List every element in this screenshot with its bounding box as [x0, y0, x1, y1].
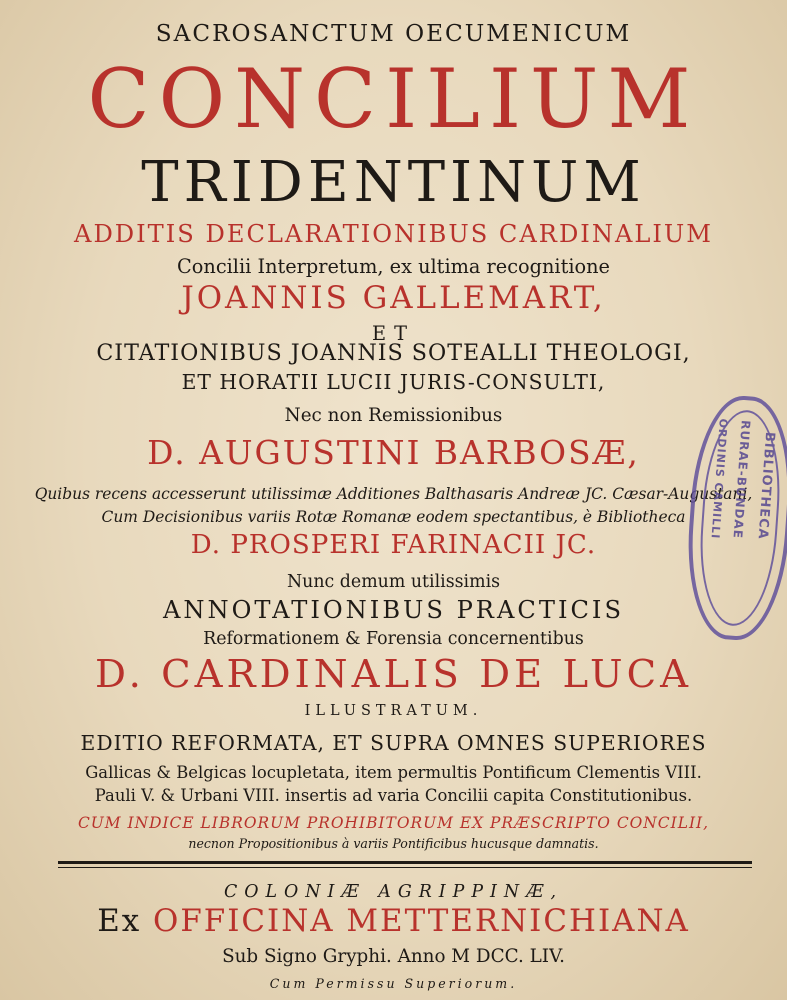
library-stamp-text-mid: RURAE-BUNDAE	[730, 419, 753, 540]
imprint-ex: Ex	[97, 903, 142, 939]
title-line-annotationibus: ANNOTATIONIBUS PRACTICIS	[162, 596, 624, 624]
title-line-quibus: Quibus recens accesserunt utilissimæ Additiones Balthasaris Andreæ JC. Cæsar-Augustani,	[34, 485, 753, 503]
title-line-et: ET	[372, 322, 415, 345]
title-line-tridentinum: TRIDENTINUM	[141, 150, 646, 215]
title-line-sacrosanctum: SACROSANCTUM OECUMENICUM	[155, 20, 632, 47]
title-line-citationibus: CITATIONIBUS JOANNIS SOTEALLI THEOLOGI,	[96, 340, 691, 366]
title-line-reformationem: Reformationem & Forensia concernentibus	[203, 629, 584, 649]
title-line-illustratum: ILLUSTRATUM.	[304, 703, 483, 719]
title-line-pauli: Pauli V. & Urbani VIII. insertis ad varia Concilii capita Constitutionibus.	[94, 786, 693, 805]
author-farinacii: D. PROSPERI FARINACII JC.	[190, 530, 597, 560]
title-line-gallicas: Gallicas & Belgicas locupletata, item permultis Pontificum Clementis VIII.	[85, 763, 702, 782]
author-de-luca: D. CARDINALIS DE LUCA	[94, 652, 692, 697]
title-line-concilium: CONCILIUM	[87, 53, 700, 147]
title-line-editio: EDITIO REFORMATA, ET SUPRA OMNES SUPERIORES	[80, 731, 707, 755]
imprint-officina-line	[0, 903, 787, 939]
title-line-nunc-demum: Nunc demum utilissimis	[286, 572, 501, 592]
title-line-interpretum: Concilii Interpretum, ex ultima recognitione	[177, 255, 610, 278]
library-stamp	[682, 393, 787, 643]
library-stamp-text-inner: ORDINIS CAMILLI	[708, 418, 730, 540]
author-gallemart: JOANNIS GALLEMART,	[181, 280, 606, 316]
title-line-decisionibus: Cum Decisionibus variis Rotæ Romanæ eodem spectantibus, è Bibliotheca	[101, 508, 686, 526]
author-barbosae: D. AUGUSTINI BARBOSÆ,	[147, 434, 640, 472]
divider-rule-thin	[58, 867, 752, 868]
library-stamp-text-outer: BIBLIOTHECA	[754, 431, 778, 541]
title-line-indice: CUM INDICE LIBRORUM PROHIBITORUM EX PRÆSCRIPTO CONCILII,	[77, 814, 710, 832]
imprint-permission: Cum Permissu Superiorum.	[269, 976, 518, 991]
imprint-officina: OFFICINA METTERNICHIANA	[153, 903, 690, 939]
title-line-additis: ADDITIS DECLARATIONIBUS CARDINALIUM	[74, 220, 713, 248]
title-line-remissionibus: Nec non Remissionibus	[284, 405, 503, 426]
divider-rule-thick	[58, 861, 752, 864]
imprint-city: COLONIÆ AGRIPPINÆ,	[223, 882, 564, 902]
imprint-sign: Sub Signo Gryphi. Anno M DCC. LIV.	[222, 946, 565, 967]
title-line-horatii: ET HORATII LUCII JURIS-CONSULTI,	[181, 370, 606, 394]
title-line-propositionibus: necnon Propositionibus à variis Pontificibus hucusque damnatis.	[188, 836, 599, 851]
